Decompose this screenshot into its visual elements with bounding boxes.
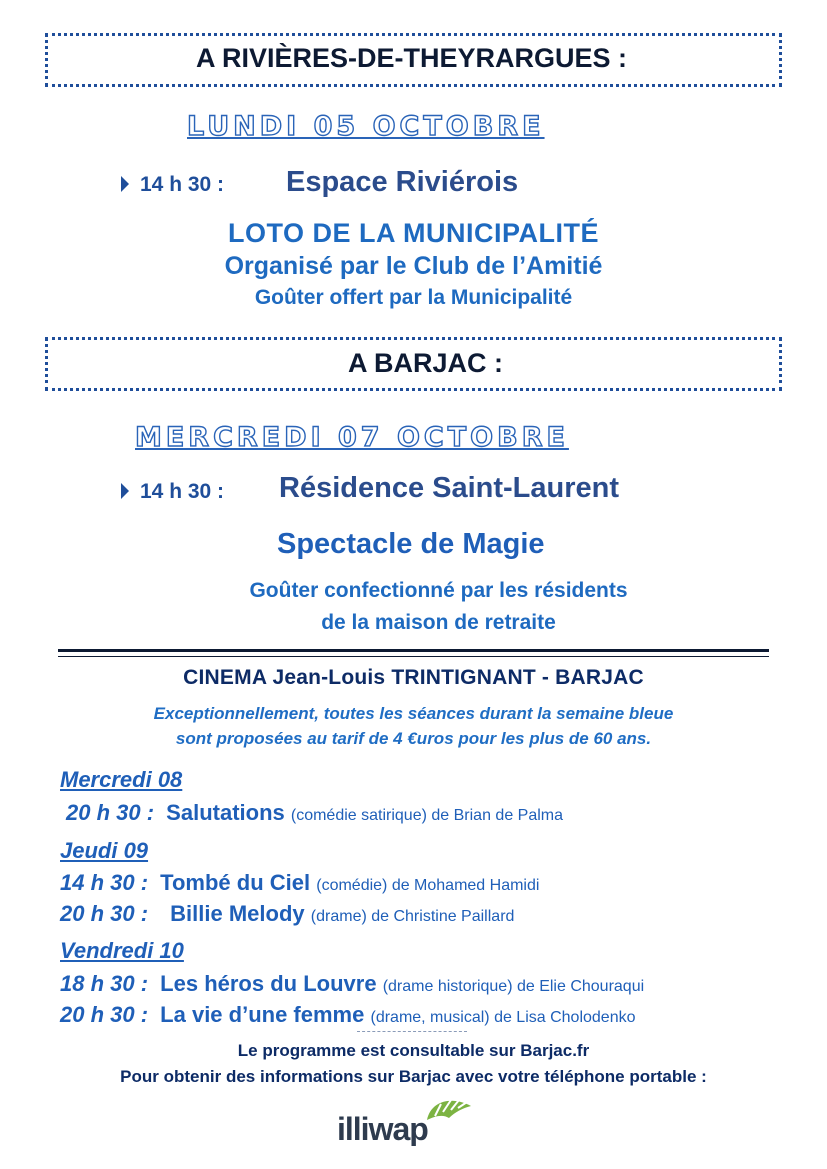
screening-film: Tombé du Ciel [160, 870, 311, 895]
screening-film: La vie d’une femme [160, 1002, 365, 1027]
screening-time: 14 h 30 : [60, 870, 149, 895]
event-venue: Espace Riviérois [286, 166, 519, 198]
event-venue: Résidence Saint-Laurent [279, 472, 620, 504]
date-lundi: LUNDI 05 OCTOBRE [187, 111, 545, 142]
event-snack: Goûter confectionné par les résidents [249, 579, 628, 602]
screening-desc: (drame) de Christine Paillard [310, 908, 515, 925]
screening-film: Billie Melody [170, 901, 305, 926]
cinema-screening [60, 971, 644, 997]
svg-text:illiwap: illiwap [337, 1111, 428, 1146]
cinema-day: Mercredi 08 [60, 767, 183, 792]
event-time: 14 h 30 : [140, 480, 225, 503]
cinema-screening [60, 870, 539, 896]
cinema-screening [66, 800, 563, 826]
screening-time: 20 h 30 : [66, 800, 155, 825]
illiwap-logo [335, 1094, 485, 1146]
cinema-intro-2: sont proposées au tarif de 4 €uros pour les plus de 60 ans. [175, 729, 652, 748]
screening-desc: (drame, musical) de Lisa Cholodenko [370, 1009, 636, 1026]
event-snack-location: de la maison de retraite [321, 611, 556, 634]
screening-time: 20 h 30 : [60, 901, 149, 926]
screening-desc: (drame historique) de Elie Chouraqui [382, 978, 645, 995]
screening-film: Les héros du Louvre [160, 971, 377, 996]
cinema-day: Jeudi 09 [60, 838, 149, 863]
event-time: 14 h 30 : [140, 173, 225, 196]
heading-barjac: A BARJAC : [348, 348, 503, 378]
cinema-screening [60, 1002, 636, 1028]
cinema-title: CINEMA Jean-Louis TRINTIGNANT - BARJAC [183, 666, 644, 689]
event-title: Spectacle de Magie [277, 528, 545, 560]
arrow-bullet-icon [121, 176, 129, 192]
screening-desc: (comédie satirique) de Brian de Palma [290, 807, 564, 824]
cinema-screening [60, 901, 514, 927]
event-title: LOTO DE LA MUNICIPALITÉ [228, 218, 599, 248]
date-mercredi: MERCREDI 07 OCTOBRE [135, 422, 569, 453]
footer-phone-line: Pour obtenir des informations sur Barjac avec votre téléphone portable : [120, 1067, 707, 1086]
cinema-intro-1: Exceptionnellement, toutes les séances durant la semaine bleue [153, 704, 674, 723]
cinema-day: Vendredi 10 [60, 938, 184, 963]
footer-program-line: Le programme est consultable sur Barjac.fr [237, 1041, 590, 1060]
screening-time: 20 h 30 : [60, 1002, 149, 1027]
small-divider [357, 1031, 467, 1032]
illiwap-logo-icon [335, 1094, 485, 1146]
divider-thick [58, 649, 769, 652]
arrow-bullet-icon [121, 483, 129, 499]
heading-rivieres: A RIVIÈRES-DE-THEYRARGUES : [196, 43, 628, 73]
screening-desc: (comédie) de Mohamed Hamidi [316, 877, 540, 894]
event-snack: Goûter offert par la Municipalité [254, 286, 573, 309]
divider-thin [58, 656, 769, 657]
screening-time: 18 h 30 : [60, 971, 149, 996]
screening-film: Salutations [166, 800, 285, 825]
event-organizer: Organisé par le Club de l’Amitié [224, 252, 603, 280]
